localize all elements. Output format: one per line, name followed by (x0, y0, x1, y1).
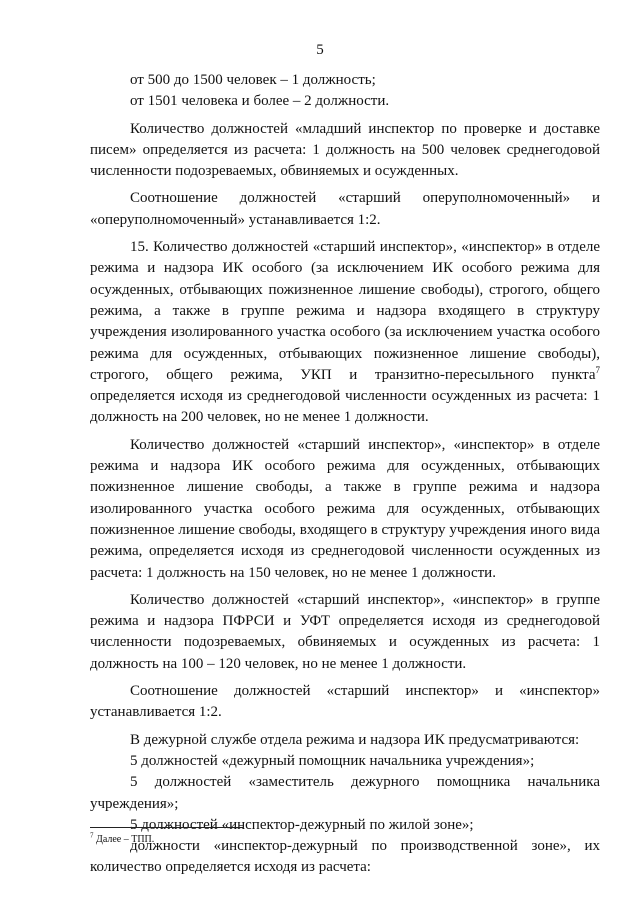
footnote-divider (90, 827, 244, 828)
paragraph: 5 должностей «дежурный помощник начальника учреждения»; (130, 752, 535, 769)
page-number: 5 (316, 42, 324, 58)
footnote-mark: 7 (90, 831, 94, 840)
paragraph: Количество должностей «старший инспектор», «инспектор» в группе режима и надзора ПФРСИ и УФТ определяется исходя из среднегодовой численности подозреваемых, обвиняемых и осужденных из расчета: 1 должность на 100 – 120 человек, но не менее 1 должности. (90, 591, 600, 672)
paragraph: 5 должностей «инспектор-дежурный по жилой зоне»; (130, 816, 474, 833)
body-text (90, 70, 600, 879)
paragraph-text: 15. Количество должностей «старший инспектор», «инспектор» в отделе режима и надзора ИК особого (за исключением ИК особого режима для осужденных, отбывающих пожизненное лишение свободы), строгого, общего режима, а также в группе режима и надзора входящего в структуру учреждения изолированного участка особого (за исключением участка особого режима для осужденных, отбывающих пожизненное лишение свободы), строгого, общего режима, УКП и транзитно-пересыльного пункта (90, 239, 600, 383)
paragraph-text: определяется исходя из среднегодовой численности осужденных из расчета: 1 должность на 200 человек, но не менее 1 должности. (90, 388, 600, 426)
paragraph: Соотношение должностей «старший оперуполномоченный» и «оперуполномоченный» устанавливается 1:2. (90, 190, 600, 228)
paragraph: Количество должностей «старший инспектор», «инспектор» в отделе режима и надзора ИК особого режима для осужденных, отбывающих пожизненное лишение свободы, а также в группе режима и надзора изолированного участка особого режима для осужденных, отбывающих пожизненное лишение свободы, входящего в структуру учреждения иного вида режима, определяется исходя из среднегодовой численности осужденных из расчета: 1 должность на 150 человек, но не менее 1 должности. (90, 436, 600, 581)
footnote (90, 831, 155, 846)
paragraph: от 500 до 1500 человек – 1 должность; (130, 72, 376, 88)
paragraph: В дежурной службе отдела режима и надзора ИК предусматриваются: (130, 731, 580, 748)
paragraph-15 (90, 237, 600, 429)
paragraph: от 1501 человека и более – 2 должности. (130, 93, 390, 110)
footnote-text: Далее – ТПП. (93, 834, 155, 845)
paragraph: должности «инспектор-дежурный по производственной зоне», их количество определяется исходя из расчета: (90, 838, 600, 876)
paragraph: Соотношение должностей «старший инспектор» и «инспектор» устанавливается 1:2. (90, 683, 600, 721)
footnote-reference: 7 (595, 364, 600, 375)
paragraph: Количество должностей «младший инспектор по проверке и доставке писем» определяется из расчета: 1 должность на 500 человек среднегодовой численности подозреваемых, обвиняемых и осужденных. (90, 120, 600, 180)
paragraph: 5 должностей «заместитель дежурного помощника начальника учреждения»; (90, 774, 600, 812)
